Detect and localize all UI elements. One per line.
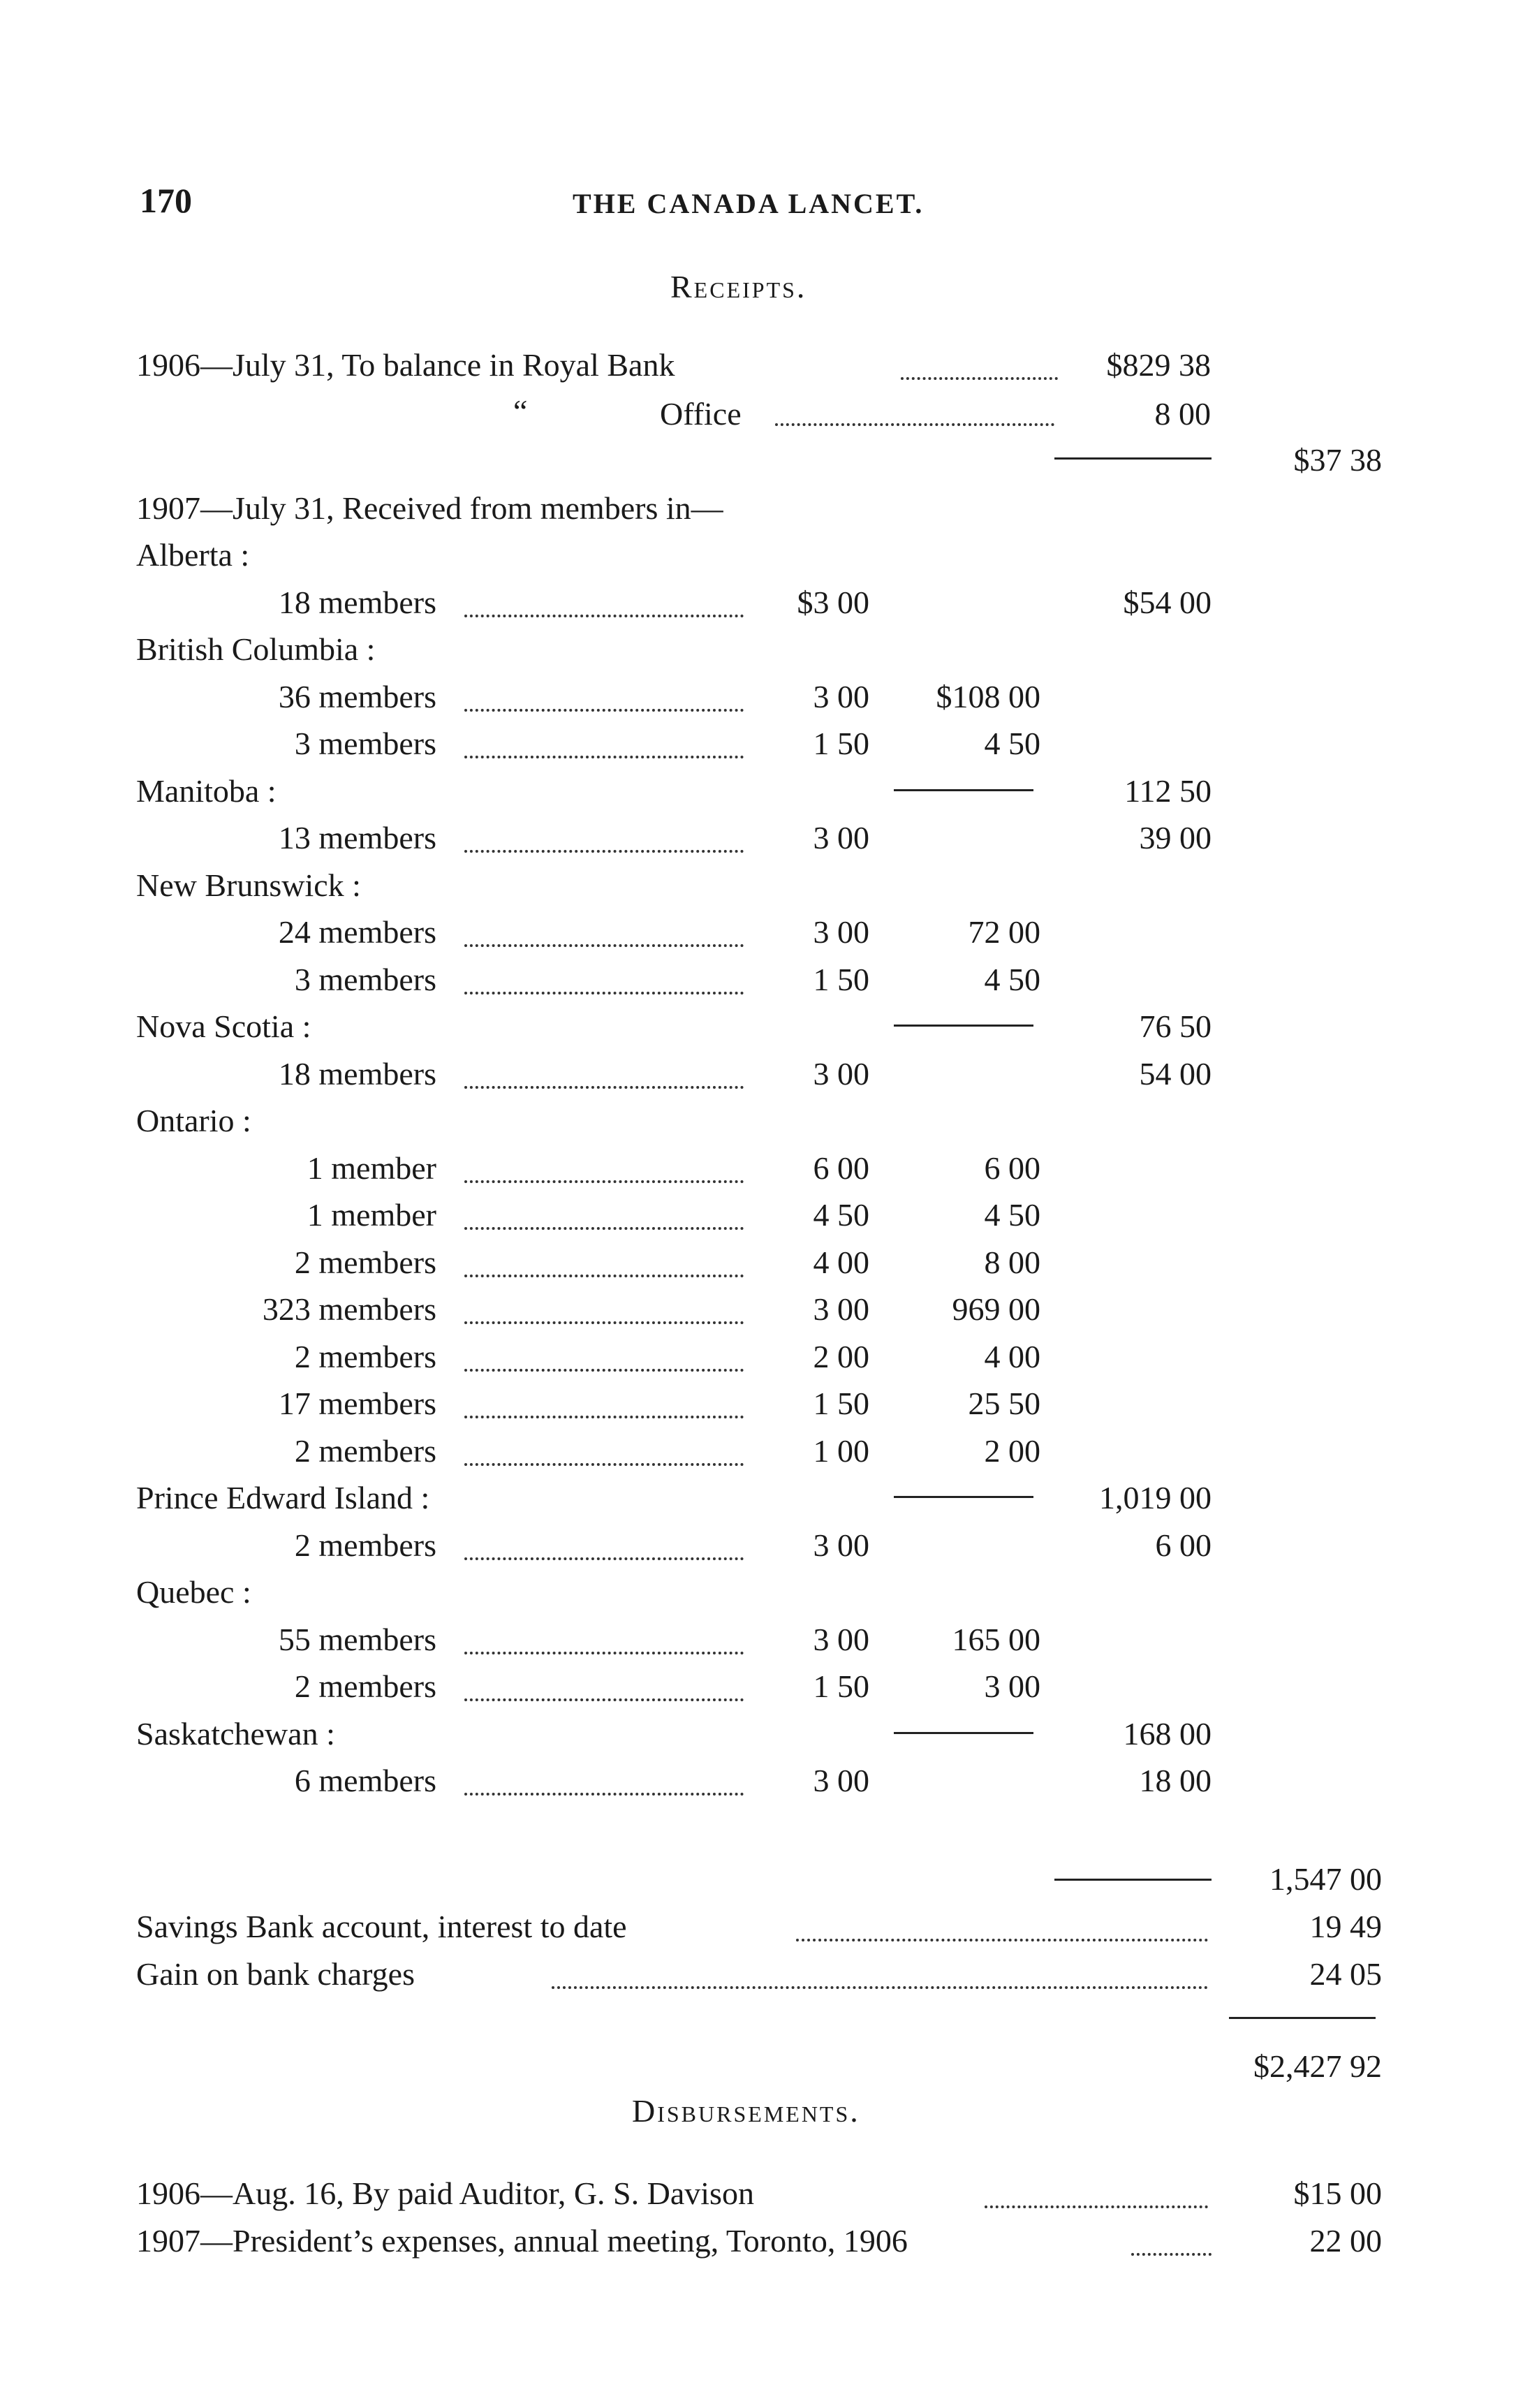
disbursement-amount: 22 00: [1309, 2223, 1382, 2259]
leader-dots: [552, 1986, 1208, 1989]
leader-dots: [464, 1321, 744, 1324]
province-amount: 39 00: [1139, 820, 1212, 856]
member-rate: 1 50: [813, 726, 869, 761]
leader-dots: [796, 1939, 1208, 1941]
page-number: 170: [140, 181, 192, 220]
province-total: 1,019 00: [1099, 1480, 1212, 1515]
member-rate: 6 00: [813, 1150, 869, 1186]
member-count: 3 members: [294, 726, 436, 761]
subtotal-rule: [1054, 457, 1212, 460]
leader-dots: [464, 1652, 744, 1654]
ditto-mark: “: [513, 393, 528, 429]
province-name: Ontario :: [136, 1103, 251, 1138]
member-subtotal: 6 00: [984, 1150, 1040, 1186]
member-rate: 3 00: [813, 820, 869, 856]
province-name: New Brunswick :: [136, 867, 361, 903]
member-rate: 3 00: [813, 1055, 869, 1092]
savings-interest-amount: 19 49: [1309, 1909, 1382, 1944]
member-rate: 3 00: [813, 678, 869, 714]
member-rate: 1 50: [813, 961, 869, 997]
leader-dots: [464, 1275, 744, 1277]
member-count: 1 member: [307, 1197, 436, 1233]
member-count: 18 members: [278, 1055, 436, 1092]
leader-dots: [464, 944, 744, 947]
member-rate: 3 00: [813, 914, 869, 950]
opening-balance-office-label: Office: [660, 396, 742, 432]
member-count: 2 members: [294, 1668, 436, 1704]
leader-dots: [464, 1463, 744, 1466]
member-count: 2 members: [294, 1527, 436, 1563]
member-subtotal: 165 00: [952, 1621, 1040, 1657]
member-rate: 1 50: [813, 1668, 869, 1704]
member-rate: 3 00: [813, 1621, 869, 1657]
member-rate: 4 50: [813, 1197, 869, 1233]
member-rate: 3 00: [813, 1291, 869, 1327]
members-total: 1,547 00: [1269, 1861, 1382, 1897]
member-subtotal: 25 50: [968, 1386, 1040, 1421]
leader-dots: [464, 1557, 744, 1560]
member-count: 2 members: [294, 1432, 436, 1469]
member-rate: 4 00: [813, 1244, 869, 1280]
member-subtotal: 2 00: [984, 1432, 1040, 1469]
province-name: Manitoba :: [136, 772, 277, 809]
savings-interest-label: Savings Bank account, interest to date: [136, 1909, 627, 1944]
opening-balance-bank-label: 1906—July 31, To balance in Royal Bank: [136, 347, 675, 383]
province-total: 168 00: [1123, 1715, 1212, 1752]
member-subtotal: 4 00: [984, 1338, 1040, 1374]
members-total-rule: [1054, 1879, 1212, 1881]
disbursements-heading: Disbursements.: [632, 2093, 860, 2129]
province-amount: 18 00: [1139, 1763, 1212, 1798]
member-count: 1 member: [307, 1150, 436, 1186]
leader-dots: [1131, 2253, 1212, 2256]
leader-dots: [901, 377, 1058, 380]
opening-balance-bank-amount: $829 38: [1106, 347, 1211, 383]
leader-dots: [464, 992, 744, 994]
member-subtotal: $108 00: [936, 678, 1040, 714]
received-from-members-heading: 1907—July 31, Received from members in—: [136, 490, 723, 526]
subtotal-rule: [894, 789, 1033, 791]
province-amount: $54 00: [1123, 584, 1212, 620]
member-subtotal: 969 00: [952, 1291, 1040, 1327]
leader-dots: [464, 709, 744, 712]
subtotal-rule: [894, 1025, 1033, 1027]
disbursement-label: 1907—President’s expenses, annual meeting, Toronto, 1906: [136, 2223, 908, 2259]
leader-dots: [464, 1793, 744, 1796]
leader-dots: [464, 615, 744, 617]
leader-dots: [985, 2205, 1208, 2208]
member-subtotal: 72 00: [968, 914, 1040, 950]
subtotal-rule: [894, 1732, 1033, 1734]
member-count: 18 members: [278, 584, 436, 620]
member-count: 2 members: [294, 1244, 436, 1280]
gain-bank-charges-label: Gain on bank charges: [136, 1956, 415, 1992]
province-name: Saskatchewan :: [136, 1715, 335, 1752]
leader-dots: [464, 1180, 744, 1183]
leader-dots: [464, 1698, 744, 1701]
grand-total-rule: [1229, 2017, 1376, 2019]
member-rate: 2 00: [813, 1338, 869, 1374]
member-count: 323 members: [262, 1291, 436, 1327]
province-name: British Columbia :: [136, 631, 376, 667]
member-count: 36 members: [278, 678, 436, 714]
member-count: 2 members: [294, 1338, 436, 1374]
member-subtotal: 8 00: [984, 1244, 1040, 1280]
disbursement-label: 1906—Aug. 16, By paid Auditor, G. S. Davison: [136, 2175, 754, 2211]
member-count: 55 members: [278, 1621, 436, 1657]
member-count: 13 members: [278, 820, 436, 856]
province-amount: 54 00: [1139, 1055, 1212, 1092]
member-count: 24 members: [278, 914, 436, 950]
running-title: THE CANADA LANCET.: [573, 188, 925, 219]
member-count: 3 members: [294, 961, 436, 997]
gain-bank-charges-amount: 24 05: [1309, 1956, 1382, 1992]
receipts-heading: Receipts.: [670, 269, 807, 304]
leader-dots: [464, 1227, 744, 1230]
member-subtotal: 3 00: [984, 1668, 1040, 1704]
province-amount: 6 00: [1155, 1527, 1212, 1563]
member-subtotal: 4 50: [984, 726, 1040, 761]
province-name: Nova Scotia :: [136, 1008, 311, 1044]
leader-dots: [464, 1369, 744, 1372]
leader-dots: [464, 1086, 744, 1089]
leader-dots: [775, 423, 1054, 426]
opening-balance-total: $37 38: [1293, 442, 1382, 478]
member-rate: 3 00: [813, 1527, 869, 1563]
member-rate: $3 00: [797, 584, 869, 620]
province-name: Prince Edward Island :: [136, 1480, 430, 1515]
member-rate: 1 50: [813, 1386, 869, 1421]
subtotal-rule: [894, 1496, 1033, 1498]
member-rate: 3 00: [813, 1763, 869, 1798]
member-subtotal: 4 50: [984, 1197, 1040, 1233]
leader-dots: [464, 756, 744, 758]
member-rate: 1 00: [813, 1432, 869, 1469]
disbursement-amount: $15 00: [1293, 2175, 1382, 2211]
province-total: 112 50: [1124, 772, 1212, 809]
grand-total: $2,427 92: [1253, 2048, 1382, 2084]
member-count: 6 members: [294, 1763, 436, 1798]
leader-dots: [464, 1416, 744, 1418]
member-subtotal: 4 50: [984, 961, 1040, 997]
province-name: Alberta :: [136, 537, 250, 573]
province-name: Quebec :: [136, 1574, 251, 1610]
member-count: 17 members: [278, 1386, 436, 1421]
province-total: 76 50: [1139, 1008, 1212, 1044]
opening-balance-office-amount: 8 00: [1154, 396, 1211, 432]
leader-dots: [464, 850, 744, 853]
